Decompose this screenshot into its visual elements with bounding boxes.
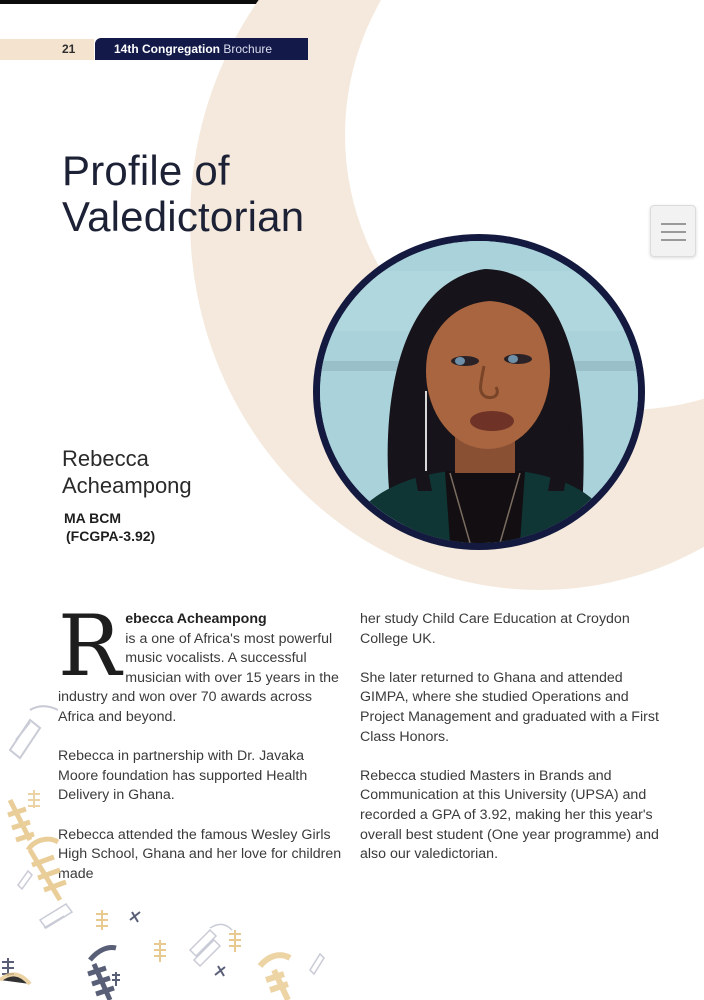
bio-paragraph-5: Rebecca studied Masters in Brands and Communication at this University (UPSA) and recorded a GPA of 3.92, making her this year's overall best student (One year programme) and also our valedictorian. — [360, 767, 659, 863]
bio-lead: ebecca Acheampong — [125, 611, 267, 627]
degree-info — [64, 509, 155, 545]
page-title — [62, 148, 304, 240]
profile-photo — [320, 241, 638, 543]
header-strip — [0, 39, 94, 60]
bio-paragraph-3: Rebecca attended the famous Wesley Girls High School, Ghana and her love for children made — [58, 826, 342, 882]
page-number: 21 — [62, 42, 76, 56]
first-name: Rebecca — [62, 446, 149, 471]
valedictorian-name — [62, 445, 192, 499]
adinkra-pattern-bottom-icon — [60, 900, 360, 1000]
bio-paragraph-4: She later returned to Ghana and attended GIMPA, where she studied Operations and Project Management and graduated with a First Class Honors. — [360, 669, 659, 745]
brochure-tag-bold: 14th Congregation — [114, 42, 221, 56]
portrait-illustration — [320, 241, 638, 543]
dropcap: R — [58, 597, 122, 695]
bio-paragraph-2: Rebecca in partnership with Dr. Javaka Moore foundation has supported Health Delivery in Ghana. — [58, 748, 308, 804]
bio-column-right — [360, 610, 660, 884]
brochure-tag-light: Brochure — [223, 42, 273, 56]
hamburger-menu-button[interactable] — [650, 205, 696, 257]
page-title-line2: Valedictorian — [62, 193, 305, 240]
degree: MA BCM — [64, 510, 122, 526]
gpa: (FCGPA-3.92) — [66, 528, 156, 544]
bio-paragraph-3-continued: her study Child Care Education at Croydon College UK. — [360, 611, 630, 647]
bio-paragraph-1-text: is a one of Africa's most powerful music vocalists. A successful musician with over 15 years in the industry and won over 70 awards across Africa and beyond. — [58, 630, 339, 725]
brochure-tag — [95, 38, 308, 60]
page-title-line1: Profile of — [62, 147, 230, 194]
last-name: Acheampong — [62, 473, 192, 498]
